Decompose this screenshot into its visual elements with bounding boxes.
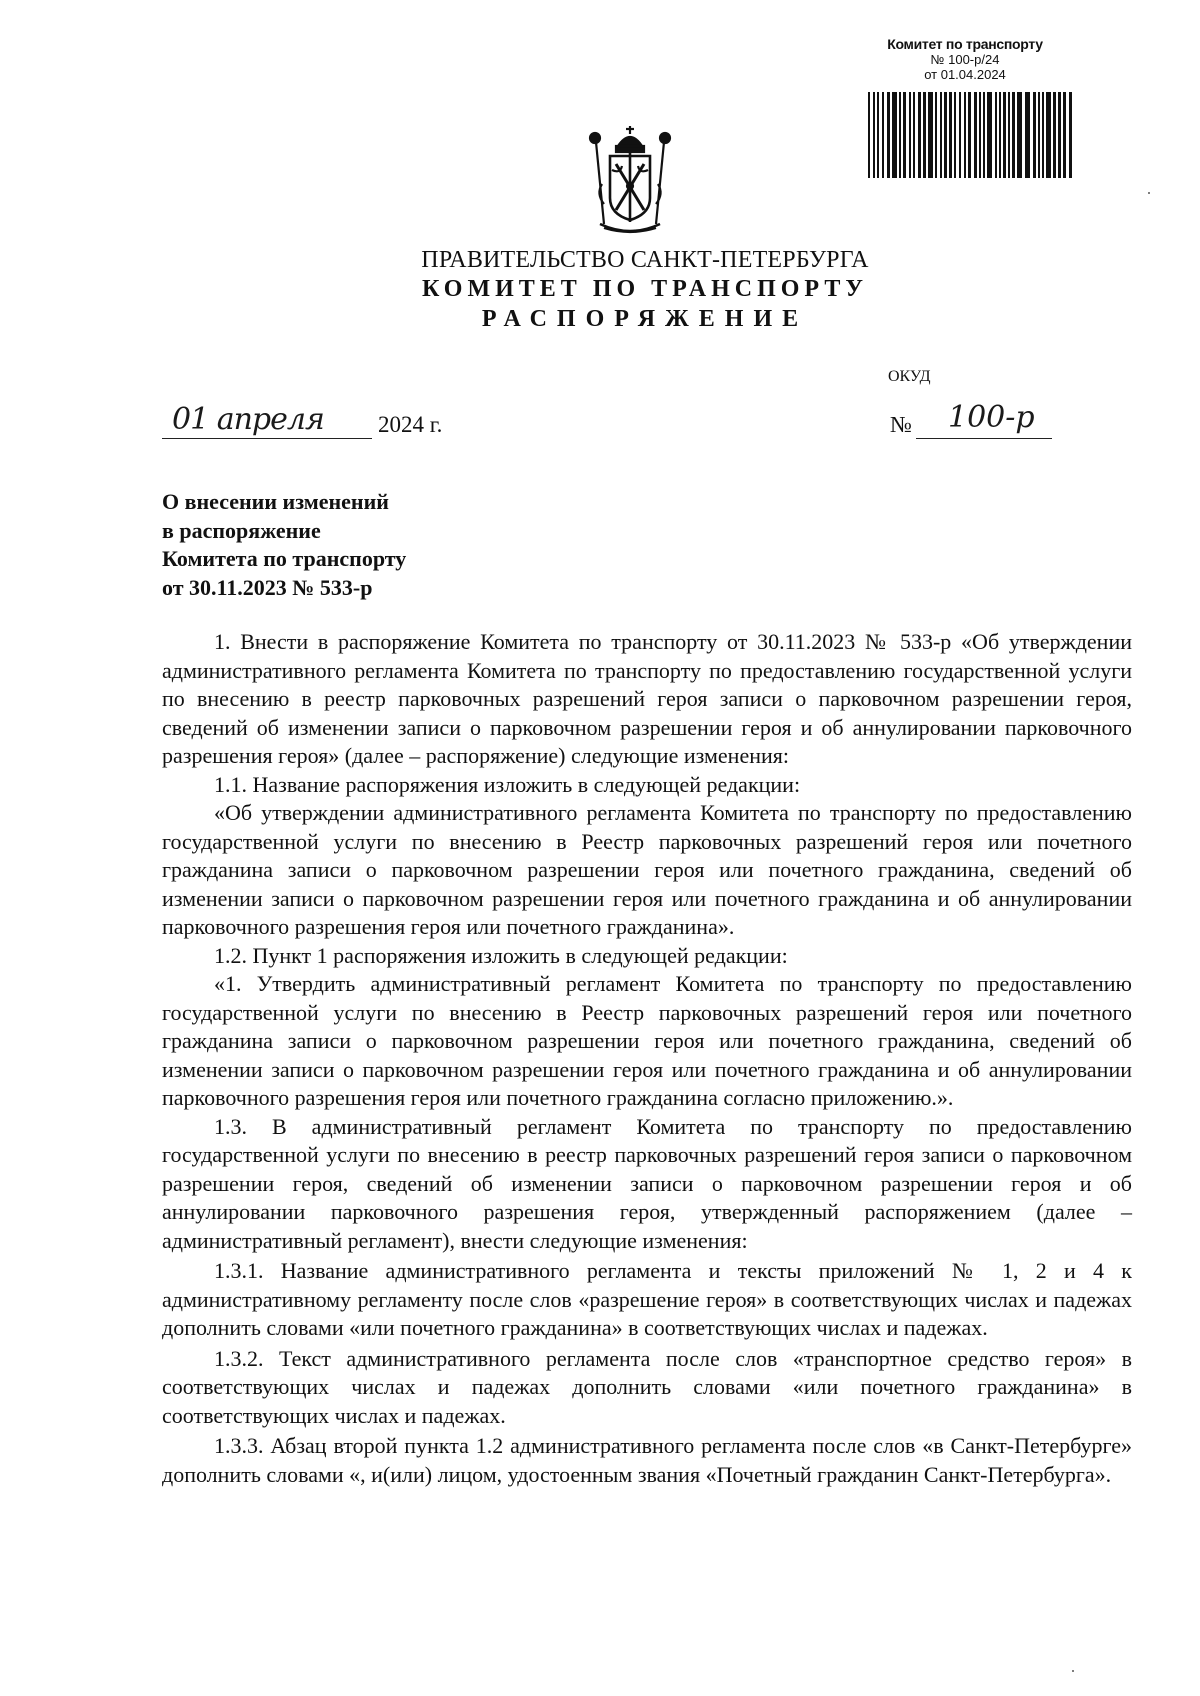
subject-line: от 30.11.2023 № 533-р <box>162 574 373 600</box>
date-year: 2024 г. <box>378 412 443 437</box>
stamp-line-2: № 100-р/24 <box>930 52 1000 67</box>
government-title: ПРАВИТЕЛЬСТВО САНКТ-ПЕТЕРБУРГА <box>421 247 869 273</box>
stamp-line-3: от 01.04.2024 <box>924 67 1006 82</box>
document-header <box>0 246 1200 334</box>
paragraph-1-3-2: 1.3.2. Текст административного регламента после слов «транспортное средство героя» в соответствующих числах и падежах дополнить словами «или почетного гражданина» в соответствующих числах и падежах. <box>162 1345 1132 1428</box>
paragraph-1-1-text: «Об утверждении административного регламента Комитета по транспорту по предоставлению государственной услуги по внесению в Реестр парковочных разрешений героя или почетного гражданина записи о парковочном разрешении героя или почетного гражданина, сведений об изменении записи о парковочном разрешении героя или почетного гражданина и об аннулировании парковочного разрешения героя или почетного гражданина». <box>162 800 1132 939</box>
committee-title: КОМИТЕТ ПО ТРАНСПОРТУ <box>422 276 868 302</box>
paragraph-1-3-1: 1.3.1. Название административного регламента и тексты приложений № 1, 2 и 4 к административному регламенту после слов «разрешение героя» в соответствующих числах и падежах дополнить словами «или почетного гражданина» в соответствующих числах и падежах. <box>162 1258 1132 1340</box>
paragraph-1-1: 1.1. Название распоряжения изложить в следующей редакции: <box>214 771 801 797</box>
scan-speck <box>1072 1670 1074 1672</box>
scan-speck <box>1148 192 1150 194</box>
st-petersburg-coat-of-arms-icon <box>582 124 678 236</box>
paragraph-1-2: 1.2. Пункт 1 распоряжения изложить в следующей редакции: <box>214 942 788 968</box>
subject-line: О внесении изменений <box>162 489 389 514</box>
paragraph-1-3: 1.3. В административный регламент Комитета по транспорту по предоставлению государственной услуги по внесению в реестр парковочных разрешений героя записи о парковочном разрешении героя, сведений об изменении записи о парковочном разрешении героя и об аннулировании парковочного разрешения героя, утвержденный распоряжением (далее – административный регламент), внести следующие изменения: <box>162 1113 1132 1253</box>
barcode-icon <box>868 92 1073 178</box>
okud-label: ОКУД <box>888 368 931 385</box>
paragraph-1: 1. Внести в распоряжение Комитета по транспорту от 30.11.2023 № 533-р «Об утверждении административного регламента Комитета по транспорту по предоставлению государственной услуги по внесению в реестр парковочных разрешений героя записи о парковочном разрешении героя, сведений об изменении записи о парковочном разрешении героя и об аннулировании парковочного разрешения героя» (далее – распоряжение) следующие изменения: <box>162 629 1132 768</box>
paragraph-1-3-3: 1.3.3. Абзац второй пункта 1.2 административного регламента после слов «в Санкт-Петербурге» дополнить словами «, и(или) лицом, удостоенным звания «Почетный гражданин Санкт-Петербурга». <box>162 1433 1132 1487</box>
paragraph-1-2-text: «1. Утвердить административный регламент Комитета по транспорту по предоставлению государственной услуги по внесению в Реестр парковочных разрешений героя или почетного гражданина записи о парковочном разрешении героя или почетного гражданина, сведений об изменении записи о парковочном разрешении героя или почетного гражданина и об аннулировании парковочного разрешения героя или почетного гражданина согласно приложению.». <box>162 971 1132 1110</box>
document-subject <box>162 488 406 602</box>
date-number-row <box>162 402 1062 452</box>
subject-line: Комитета по транспорту <box>162 546 407 571</box>
document-type: РАСПОРЯЖЕНИЕ <box>481 306 809 332</box>
subject-line: в распоряжение <box>162 517 321 543</box>
document-body <box>162 628 1132 1489</box>
number-underline <box>916 438 1052 439</box>
number-sign: № <box>890 412 912 437</box>
stamp-line-1: Комитет по транспорту <box>887 36 1043 52</box>
handwritten-date: 01 апреля <box>172 402 324 437</box>
date-underline <box>162 438 372 439</box>
handwritten-number: 100-р <box>948 400 1035 435</box>
registration-stamp <box>860 36 1070 82</box>
